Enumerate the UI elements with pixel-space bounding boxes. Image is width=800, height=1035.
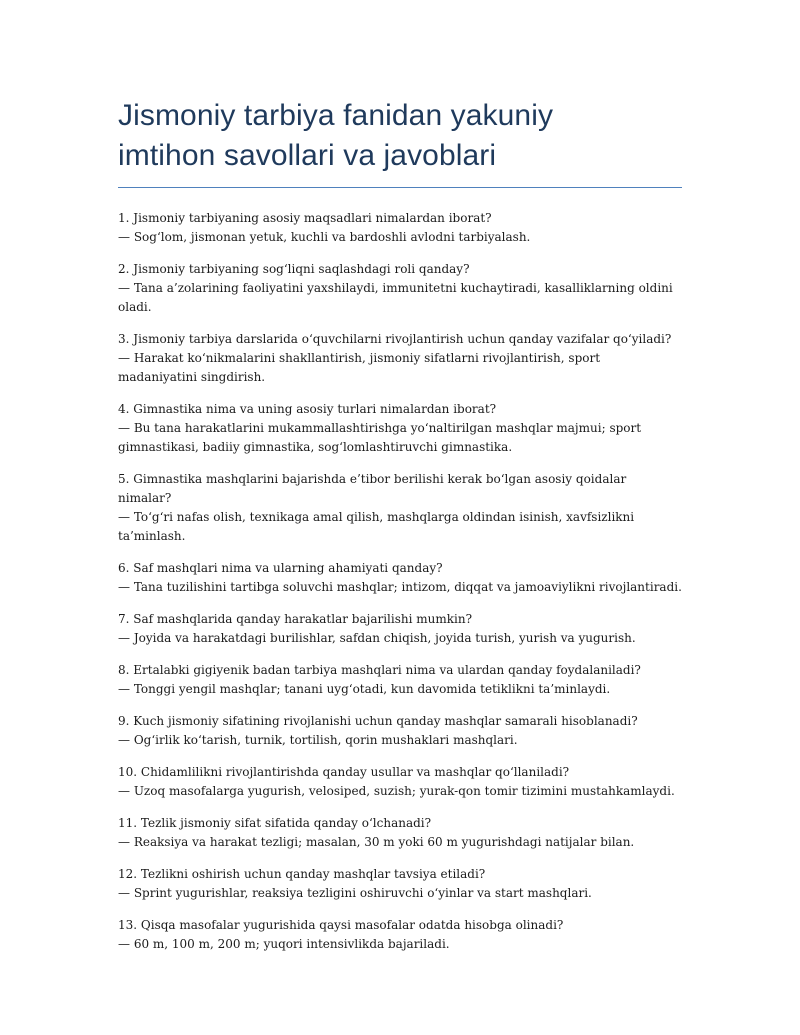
qa-item — [118, 470, 682, 546]
title-divider — [118, 187, 682, 188]
answer-text: — Joyida va harakatdagi burilishlar, safdan chiqish, joyida turish, yurish va yugurish. — [118, 631, 636, 645]
answer-text: — To‘g‘ri nafas olish, texnikaga amal qilish, mashqlarga oldindan isinish, xavfsizlikni ta’minlash. — [118, 510, 635, 543]
title-line-2: imtihon savollari va javoblari — [118, 139, 497, 172]
question-text: 11. Tezlik jismoniy sifat sifatida qanday o‘lchanadi? — [118, 816, 432, 830]
qa-item — [118, 559, 682, 597]
answer-text: — Tana a’zolarining faoliyatini yaxshilaydi, immunitetni kuchaytiradi, kasalliklarning oldini oladi. — [118, 281, 673, 314]
question-text: 7. Saf mashqlarida qanday harakatlar bajarilishi mumkin? — [118, 612, 473, 626]
document-page — [118, 96, 682, 967]
question-text: 10. Chidamlilikni rivojlantirishda qanday usullar va mashqlar qo‘llaniladi? — [118, 765, 570, 779]
qa-item — [118, 661, 682, 699]
qa-item — [118, 209, 682, 247]
question-text: 3. Jismoniy tarbiya darslarida o‘quvchilarni rivojlantirish uchun qanday vazifalar qo‘yiladi? — [118, 332, 672, 346]
answer-text: — Tonggi yengil mashqlar; tanani uyg‘otadi, kun davomida tetiklikni ta’minlaydi. — [118, 682, 611, 696]
question-text: 8. Ertalabki gigiyenik badan tarbiya mashqlari nima va ulardan qanday foydalaniladi? — [118, 663, 641, 677]
question-text: 1. Jismoniy tarbiyaning asosiy maqsadlari nimalardan iborat? — [118, 211, 492, 225]
qa-item — [118, 330, 682, 387]
qa-item — [118, 400, 682, 457]
document-title — [118, 96, 682, 176]
question-text: 5. Gimnastika mashqlarini bajarishda e’tibor berilishi kerak bo‘lgan asosiy qoidalar nimalar? — [118, 472, 627, 505]
qa-list — [118, 209, 682, 954]
question-text: 6. Saf mashqlari nima va ularning ahamiyati qanday? — [118, 561, 443, 575]
question-text: 13. Qisqa masofalar yugurishida qaysi masofalar odatda hisobga olinadi? — [118, 918, 564, 932]
answer-text: — 60 m, 100 m, 200 m; yuqori intensivlikda bajariladi. — [118, 937, 450, 951]
question-text: 4. Gimnastika nima va uning asosiy turlari nimalardan iborat? — [118, 402, 497, 416]
qa-item — [118, 260, 682, 317]
answer-text: — Sprint yugurishlar, reaksiya tezligini oshiruvchi o‘yinlar va start mashqlari. — [118, 886, 592, 900]
qa-item — [118, 865, 682, 903]
title-line-1: Jismoniy tarbiya fanidan yakuniy — [118, 99, 554, 132]
question-text: 9. Kuch jismoniy sifatining rivojlanishi uchun qanday mashqlar samarali hisoblanadi? — [118, 714, 638, 728]
answer-text: — Reaksiya va harakat tezligi; masalan, 30 m yoki 60 m yugurishdagi natijalar bilan. — [118, 835, 635, 849]
answer-text: — Uzoq masofalarga yugurish, velosiped, suzish; yurak-qon tomir tizimini mustahkamlaydi. — [118, 784, 675, 798]
answer-text: — Sog‘lom, jismonan yetuk, kuchli va bardoshli avlodni tarbiyalash. — [118, 230, 531, 244]
answer-text: — Tana tuzilishini tartibga soluvchi mashqlar; intizom, diqqat va jamoaviylikni rivojlantiradi. — [118, 580, 682, 594]
qa-item — [118, 610, 682, 648]
qa-item — [118, 814, 682, 852]
answer-text: — Og‘irlik ko‘tarish, turnik, tortilish, qorin mushaklari mashqlari. — [118, 733, 518, 747]
answer-text: — Bu tana harakatlarini mukammallashtirishga yo‘naltirilgan mashqlar majmui; sport gimnastikasi, badiiy gimnastika, sog‘lomlashtiruvchi gimnastika. — [118, 421, 642, 454]
answer-text: — Harakat ko‘nikmalarini shakllantirish, jismoniy sifatlarni rivojlantirish, sport madaniyatini singdirish. — [118, 351, 601, 384]
qa-item — [118, 712, 682, 750]
question-text: 2. Jismoniy tarbiyaning sog‘liqni saqlashdagi roli qanday? — [118, 262, 470, 276]
qa-item — [118, 763, 682, 801]
question-text: 12. Tezlikni oshirish uchun qanday mashqlar tavsiya etiladi? — [118, 867, 486, 881]
qa-item — [118, 916, 682, 954]
